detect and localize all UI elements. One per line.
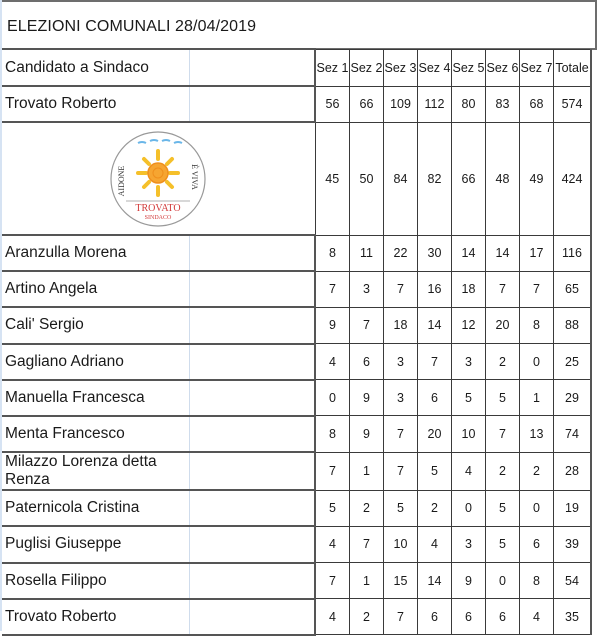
spacer-cell — [190, 271, 316, 307]
vote-cell: 4 — [418, 526, 452, 562]
vote-cell: 11 — [350, 235, 384, 271]
vote-cell: 3 — [452, 526, 486, 562]
vote-cell: 10 — [452, 416, 486, 452]
vote-cell: 5 — [486, 380, 520, 416]
table-row — [2, 599, 591, 635]
results-table — [2, 48, 592, 636]
total-cell: 29 — [554, 380, 592, 416]
vote-cell: 3 — [384, 344, 418, 380]
vote-cell: 0 — [520, 490, 554, 526]
vote-cell: 6 — [486, 599, 520, 635]
vote-cell: 84 — [384, 122, 418, 235]
vote-cell: 66 — [452, 122, 486, 235]
table-row — [2, 307, 591, 343]
page-title: ELEZIONI COMUNALI 28/04/2019 — [7, 18, 257, 35]
vote-cell: 45 — [315, 122, 350, 235]
vote-cell: 83 — [486, 86, 520, 122]
spacer-cell — [190, 416, 316, 452]
vote-cell: 4 — [315, 344, 350, 380]
svg-text:SINDACO: SINDACO — [144, 214, 172, 221]
table-row — [2, 271, 591, 307]
vote-cell: 14 — [452, 235, 486, 271]
vote-cell: 1 — [350, 563, 384, 599]
vote-cell: 4 — [315, 599, 350, 635]
sun-logo-icon — [108, 129, 208, 229]
vote-cell: 5 — [418, 452, 452, 490]
vote-cell: 7 — [486, 271, 520, 307]
vote-cell: 0 — [486, 563, 520, 599]
vote-cell: 2 — [350, 490, 384, 526]
candidate-name: Milazzo Lorenza detta Renza — [2, 452, 190, 490]
vote-cell: 48 — [486, 122, 520, 235]
spacer-cell — [190, 344, 316, 380]
total-cell: 19 — [554, 490, 592, 526]
vote-cell: 7 — [384, 416, 418, 452]
vote-cell: 6 — [418, 599, 452, 635]
vote-cell: 30 — [418, 235, 452, 271]
list-row — [2, 122, 591, 235]
vote-cell: 12 — [452, 307, 486, 343]
vote-cell: 1 — [350, 452, 384, 490]
vote-cell: 66 — [350, 86, 384, 122]
vote-cell: 2 — [486, 344, 520, 380]
vote-cell: 2 — [350, 599, 384, 635]
vote-cell: 7 — [315, 563, 350, 599]
table-row — [2, 235, 591, 271]
candidate-header: Candidato a Sindaco — [2, 49, 190, 86]
vote-cell: 7 — [350, 526, 384, 562]
vote-cell: 6 — [350, 344, 384, 380]
vote-cell: 13 — [520, 416, 554, 452]
vote-cell: 2 — [486, 452, 520, 490]
table-row — [2, 490, 591, 526]
vote-cell: 49 — [520, 122, 554, 235]
vote-cell: 7 — [315, 452, 350, 490]
vote-cell: 14 — [418, 563, 452, 599]
vote-cell: 18 — [384, 307, 418, 343]
vote-cell: 6 — [418, 380, 452, 416]
svg-text:TROVATO: TROVATO — [135, 202, 181, 214]
vote-cell: 4 — [520, 599, 554, 635]
vote-cell: 20 — [418, 416, 452, 452]
vote-cell: 14 — [418, 307, 452, 343]
mayor-name: Trovato Roberto — [2, 86, 190, 122]
total-cell: 54 — [554, 563, 592, 599]
svg-text:AIDONE: AIDONE — [117, 165, 126, 196]
vote-cell: 7 — [486, 416, 520, 452]
total-cell: 65 — [554, 271, 592, 307]
vote-cell: 7 — [315, 271, 350, 307]
candidate-name: Manuella Francesca — [2, 380, 190, 416]
vote-cell: 0 — [520, 344, 554, 380]
table-row — [2, 452, 591, 490]
list-logo — [108, 129, 208, 229]
vote-cell: 10 — [384, 526, 418, 562]
vote-cell: 9 — [350, 380, 384, 416]
total-cell: 116 — [554, 235, 592, 271]
vote-cell: 82 — [418, 122, 452, 235]
spacer-cell — [190, 526, 316, 562]
vote-cell: 9 — [315, 307, 350, 343]
vote-cell: 0 — [315, 380, 350, 416]
vote-cell: 4 — [315, 526, 350, 562]
candidate-name: Trovato Roberto — [2, 599, 190, 635]
spacer-cell — [190, 599, 316, 635]
vote-cell: 7 — [350, 307, 384, 343]
spacer-cell — [190, 49, 316, 86]
total-cell: 35 — [554, 599, 592, 635]
vote-cell: 4 — [452, 452, 486, 490]
total-cell: 25 — [554, 344, 592, 380]
vote-cell: 17 — [520, 235, 554, 271]
total-cell: 88 — [554, 307, 592, 343]
vote-cell: 5 — [315, 490, 350, 526]
column-header: Sez 2 — [350, 49, 384, 86]
total-cell: 39 — [554, 526, 592, 562]
table-row — [2, 563, 591, 599]
spacer-cell — [190, 235, 316, 271]
spacer-cell — [190, 490, 316, 526]
vote-cell: 7 — [418, 344, 452, 380]
vote-cell: 112 — [418, 86, 452, 122]
candidate-name: Gagliano Adriano — [2, 344, 190, 380]
table-row — [2, 526, 591, 562]
candidate-name: Menta Francesco — [2, 416, 190, 452]
spacer-cell — [190, 380, 316, 416]
vote-cell: 5 — [486, 490, 520, 526]
vote-cell: 8 — [520, 563, 554, 599]
vote-cell: 8 — [315, 235, 350, 271]
vote-cell: 6 — [520, 526, 554, 562]
vote-cell: 7 — [384, 599, 418, 635]
vote-cell: 3 — [452, 344, 486, 380]
vote-cell: 9 — [452, 563, 486, 599]
table-row — [2, 380, 591, 416]
vote-cell: 7 — [520, 271, 554, 307]
vote-cell: 109 — [384, 86, 418, 122]
vote-cell: 0 — [452, 490, 486, 526]
total-cell: 424 — [554, 122, 592, 235]
candidate-name: Paternicola Cristina — [2, 490, 190, 526]
vote-cell: 14 — [486, 235, 520, 271]
vote-cell: 5 — [384, 490, 418, 526]
column-header: Sez 1 — [315, 49, 350, 86]
column-header-total: Totale — [554, 49, 592, 86]
vote-cell: 22 — [384, 235, 418, 271]
svg-text:È VIVA: È VIVA — [190, 163, 199, 190]
spacer-cell — [190, 563, 316, 599]
vote-cell: 15 — [384, 563, 418, 599]
vote-cell: 3 — [384, 380, 418, 416]
total-cell: 28 — [554, 452, 592, 490]
column-header: Sez 3 — [384, 49, 418, 86]
table-row — [2, 344, 591, 380]
vote-cell: 50 — [350, 122, 384, 235]
spacer-cell — [190, 86, 316, 122]
vote-cell: 1 — [520, 380, 554, 416]
list-logo-cell — [2, 122, 315, 235]
mayor-row — [2, 86, 591, 122]
vote-cell: 2 — [520, 452, 554, 490]
column-header: Sez 6 — [486, 49, 520, 86]
vote-cell: 5 — [486, 526, 520, 562]
vote-cell: 68 — [520, 86, 554, 122]
vote-cell: 20 — [486, 307, 520, 343]
column-header: Sez 5 — [452, 49, 486, 86]
vote-cell: 7 — [384, 452, 418, 490]
spacer-cell — [190, 452, 316, 490]
vote-cell: 7 — [384, 271, 418, 307]
candidate-name: Cali' Sergio — [2, 307, 190, 343]
vote-cell: 3 — [350, 271, 384, 307]
candidate-name: Puglisi Giuseppe — [2, 526, 190, 562]
column-header: Sez 4 — [418, 49, 452, 86]
vote-cell: 9 — [350, 416, 384, 452]
vote-cell: 18 — [452, 271, 486, 307]
candidate-name: Aranzulla Morena — [2, 235, 190, 271]
candidate-name: Rosella Filippo — [2, 563, 190, 599]
candidate-name: Artino Angela — [2, 271, 190, 307]
vote-cell: 80 — [452, 86, 486, 122]
title-row — [2, 0, 597, 50]
column-header: Sez 7 — [520, 49, 554, 86]
table-row — [2, 416, 591, 452]
spacer-cell — [190, 307, 316, 343]
vote-cell: 8 — [315, 416, 350, 452]
vote-cell: 6 — [452, 599, 486, 635]
vote-cell: 2 — [418, 490, 452, 526]
vote-cell: 56 — [315, 86, 350, 122]
header-row — [2, 49, 591, 86]
vote-cell: 16 — [418, 271, 452, 307]
total-cell: 74 — [554, 416, 592, 452]
vote-cell: 8 — [520, 307, 554, 343]
total-cell: 574 — [554, 86, 592, 122]
vote-cell: 5 — [452, 380, 486, 416]
